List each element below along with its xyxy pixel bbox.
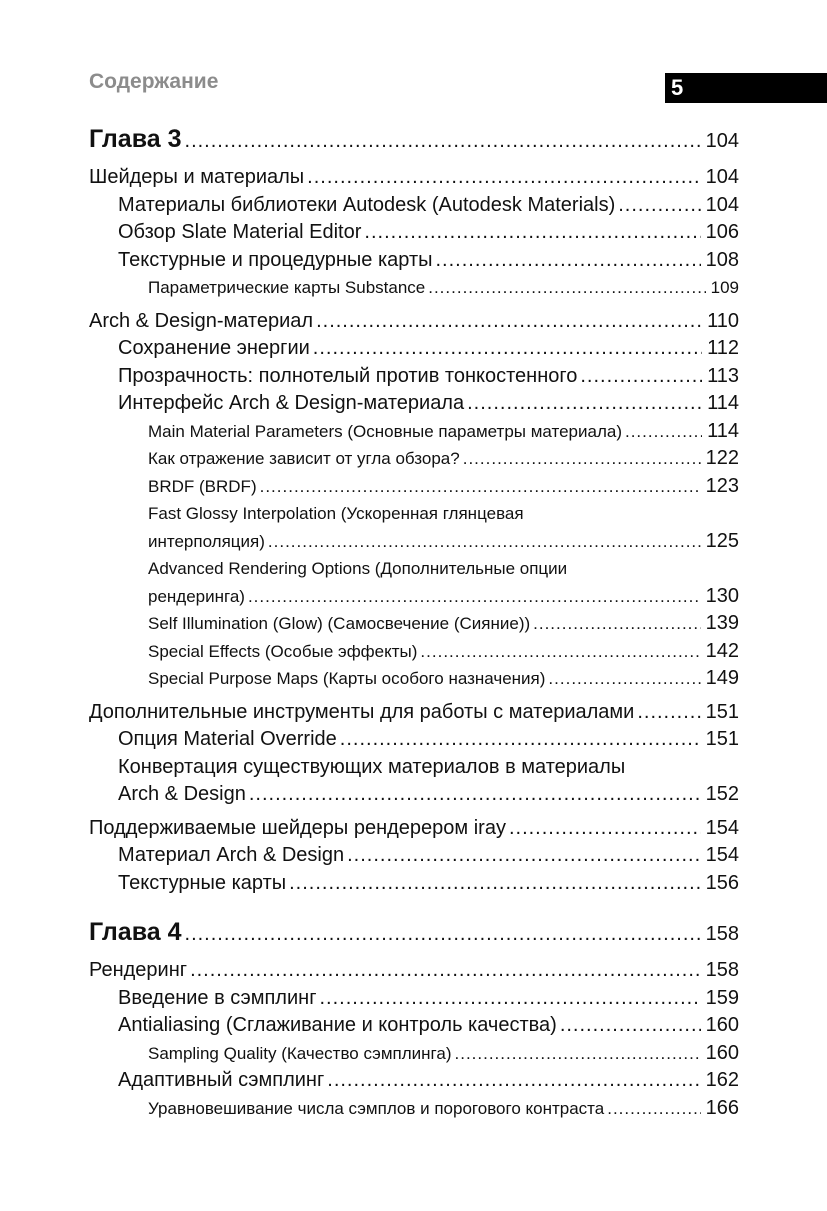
- toc-entry-page: 160: [705, 1041, 739, 1064]
- toc-entry-title: Интерфейс Arch & Design-материала: [118, 392, 465, 414]
- toc-entry-page: 154: [705, 816, 739, 839]
- toc-entry-title-line1[interactable]: Конвертация существующих материалов в материалы: [118, 755, 626, 778]
- toc-entry-title: Шейдеры и материалы: [89, 166, 305, 188]
- toc-entry[interactable]: [89, 192, 739, 220]
- toc-entry-page: 139: [705, 612, 739, 634]
- toc-entry[interactable]: [89, 957, 739, 985]
- toc-entry-page: 152: [705, 783, 739, 805]
- toc-chapter-3[interactable]: [89, 122, 739, 158]
- toc-entry[interactable]: [89, 308, 739, 336]
- toc-entry-page: 104: [705, 193, 739, 216]
- toc-entry-title: Special Purpose Maps (Карты особого назначения): [148, 669, 546, 688]
- toc-entry[interactable]: [89, 445, 739, 473]
- toc-entry[interactable]: [89, 1095, 739, 1123]
- toc-entry-title: Текстурные и процедурные карты: [118, 248, 433, 271]
- toc-entry-title: Обзор Slate Material Editor: [118, 221, 362, 243]
- toc-entry-title: Sampling Quality (Качество сэмплинга): [148, 1043, 452, 1063]
- toc-entry-title: Глава 4: [89, 918, 182, 946]
- toc-entry-title: Введение в сэмплинг: [118, 986, 317, 1009]
- toc-entry[interactable]: [89, 274, 739, 302]
- toc-entry-title: Параметрические карты Substance: [148, 278, 426, 297]
- toc-entry-title: Текстурные карты: [118, 871, 287, 894]
- toc-entry-title: Материалы библиотеки Autodesk (Autodesk Materials): [118, 193, 616, 216]
- toc-entry-page: 104: [705, 166, 739, 188]
- toc-entry-title: Материал Arch & Design: [118, 844, 345, 866]
- toc-entry-page: 162: [705, 1069, 739, 1091]
- toc-entry-page: 114: [707, 392, 739, 414]
- toc-entry[interactable]: [89, 815, 739, 843]
- toc-entry-title: Как отражение зависит от угла обзора?: [148, 449, 460, 468]
- toc-entry[interactable]: [89, 665, 739, 693]
- toc-entry-page: 108: [705, 248, 739, 271]
- toc-entry[interactable]: [89, 870, 739, 898]
- toc-entry-title: BRDF (BRDF): [148, 476, 257, 496]
- toc-entry-title: Глава 3: [89, 125, 182, 153]
- toc-entry[interactable]: [89, 164, 739, 192]
- toc-chapter-4[interactable]: [89, 915, 739, 951]
- toc-entry-title: Дополнительные инструменты для работы с материалами: [89, 700, 635, 723]
- toc-entry[interactable]: [89, 363, 739, 391]
- toc-entry-page: 142: [705, 639, 739, 662]
- toc-entry-title-line1[interactable]: Advanced Rendering Options (Дополнительные опции: [148, 559, 568, 578]
- toc-entry[interactable]: [89, 390, 739, 418]
- toc-entry-page: 159: [705, 986, 739, 1009]
- toc-entry-page: 149: [705, 667, 739, 689]
- toc-entry[interactable]: [89, 473, 739, 501]
- toc-entry-title: Arch & Design: [118, 783, 246, 805]
- toc-entry-title: интерполяция): [148, 531, 265, 551]
- page-number-tab: 5: [665, 73, 827, 103]
- toc-entry[interactable]: [89, 638, 739, 666]
- page-header-title: Содержание: [89, 70, 219, 93]
- toc-entry-title: Поддерживаемые шейдеры рендерером iray: [89, 816, 506, 839]
- toc-entry-page: 106: [705, 221, 739, 243]
- toc-entry[interactable]: [89, 1067, 739, 1095]
- toc-entry-page: 158: [705, 923, 739, 945]
- toc-entry-page: 125: [705, 529, 739, 552]
- toc-entry-page: 114: [707, 419, 739, 442]
- toc-entry-page: 109: [710, 278, 739, 297]
- toc-entry[interactable]: [89, 985, 739, 1013]
- toc-entry-title: рендеринга): [148, 586, 245, 606]
- toc-entry[interactable]: [89, 726, 739, 754]
- toc-entry-page: 130: [705, 584, 739, 607]
- toc-entry-page: 166: [705, 1096, 739, 1119]
- toc-entry-title: Адаптивный сэмплинг: [118, 1069, 325, 1091]
- toc-entry[interactable]: [89, 842, 739, 870]
- toc-entry-title: Сохранение энергии: [118, 337, 310, 359]
- toc-entry-title: Рендеринг: [89, 959, 188, 981]
- toc-entry-title: Antialiasing (Сглаживание и контроль качества): [118, 1014, 557, 1036]
- toc-entry[interactable]: [89, 418, 739, 446]
- toc-entry-title: Special Effects (Особые эффекты): [148, 641, 418, 661]
- toc-entry-title: Опция Material Override: [118, 728, 337, 750]
- toc-entry[interactable]: [89, 1012, 739, 1040]
- toc-entry-title: Прозрачность: полнотелый против тонкостенного: [118, 364, 578, 387]
- toc-entry-title: Уравновешивание числа сэмплов и порогового контраста: [148, 1098, 605, 1118]
- toc-entry-title-line1[interactable]: Fast Glossy Interpolation (Ускоренная глянцевая: [148, 504, 524, 523]
- toc-entry-page: 112: [707, 337, 739, 359]
- toc-entry[interactable]: [89, 610, 739, 638]
- toc-entry[interactable]: [89, 247, 739, 275]
- toc-entry-page: 110: [707, 309, 739, 332]
- toc-entry-page: 158: [705, 959, 739, 981]
- table-of-contents: [89, 118, 739, 1122]
- toc-entry-page: 151: [705, 700, 739, 723]
- toc-entry-page: 160: [705, 1014, 739, 1036]
- toc-entry-page: 113: [707, 364, 739, 387]
- toc-entry[interactable]: [89, 781, 739, 809]
- toc-entry[interactable]: [89, 699, 739, 727]
- toc-entry-page: 151: [705, 728, 739, 750]
- toc-entry-page: 104: [705, 130, 739, 152]
- toc-entry[interactable]: [89, 583, 739, 611]
- toc-entry-page: 156: [705, 871, 739, 894]
- toc-entry[interactable]: [89, 219, 739, 247]
- toc-entry-page: 122: [705, 447, 739, 469]
- toc-entry-title: Self Illumination (Glow) (Самосвечение (Сияние)): [148, 614, 531, 633]
- toc-entry[interactable]: [89, 335, 739, 363]
- toc-entry[interactable]: [89, 1040, 739, 1068]
- toc-entry-page: 154: [705, 844, 739, 866]
- toc-entry-title: Main Material Parameters (Основные параметры материала): [148, 421, 622, 441]
- toc-entry-page: 123: [705, 474, 739, 497]
- toc-entry[interactable]: [89, 528, 739, 556]
- toc-entry-title: Arch & Design-материал: [89, 309, 314, 332]
